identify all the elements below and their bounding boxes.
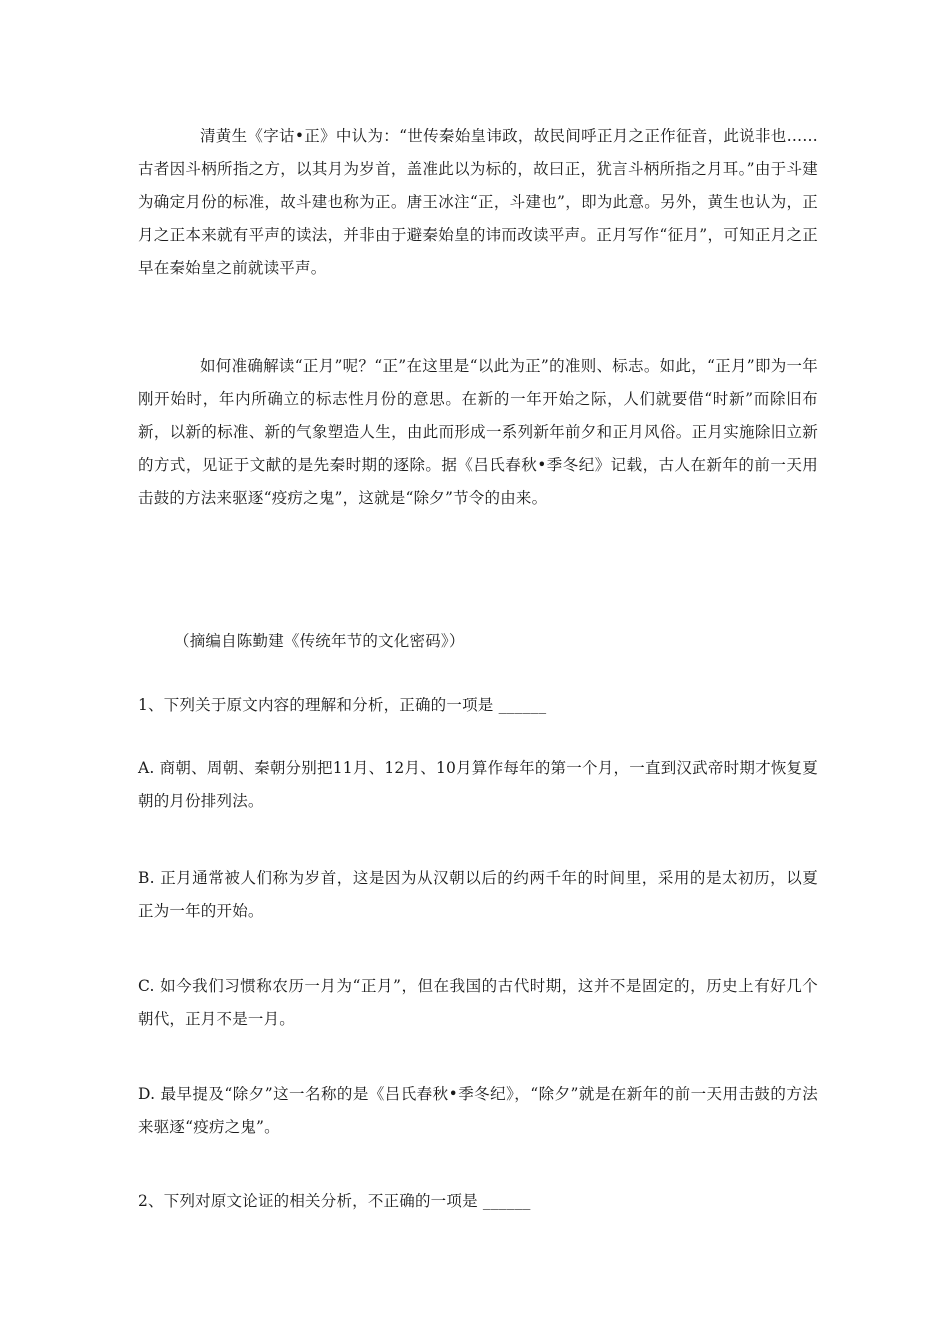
question-1: 1、下列关于原文内容的理解和分析，正确的一项是 ______ (138, 696, 547, 714)
question-1-option-c: C. 如今我们习惯称农历一月为“正月”，但在我国的古代时期，这并不是固定的，历史上有好几个朝代，正月不是一月。 (138, 977, 818, 1028)
question-2: 2、下列对原文论证的相关分析，不正确的一项是 ______ (138, 1192, 531, 1210)
source-citation: （摘编自陈勤建《传统年节的文化密码》） (174, 632, 465, 650)
question-1-option-d: D. 最早提及“除夕”这一名称的是《吕氏春秋•季冬纪》，“除夕”就是在新年的前一天用击鼓的方法来驱逐“疫疠之鬼”。 (138, 1085, 818, 1136)
question-1-option-b: B. 正月通常被人们称为岁首，这是因为从汉朝以后的约两千年的时间里，采用的是太初历，以夏正为一年的开始。 (138, 869, 818, 920)
paragraph-zhengyue-etymology: 清黄生《字诂•正》中认为：“世传秦始皇讳政，故民间呼正月之正作征音，此说非也……古者因斗柄所指之方，以其月为岁首，盖准此以为标的，故曰正，犹言斗柄所指之月耳。”由于斗建为确定月份的标准，故斗建也称为正。唐王冰注“正，斗建也”，即为此意。另外，黄生也认为，正月之正本来就有平声的读法，并非由于避秦始皇的讳而改读平声。正月写作“征月”，可知正月之正早在秦始皇之前就读平声。 (138, 127, 818, 277)
paragraph-zhengyue-meaning: 如何准确解读“正月”呢？“正”在这里是“以此为正”的准则、标志。如此，“正月”即为一年刚开始时，年内所确立的标志性月份的意思。在新的一年开始之际，人们就要借“时新”而除旧布新，以新的标准、新的气象塑造人生，由此而形成一系列新年前夕和正月风俗。正月实施除旧立新的方式，见证于文献的是先秦时期的逐除。据《吕氏春秋•季冬纪》记载，古人在新年的前一天用击鼓的方法来驱逐“疫疠之鬼”，这就是“除夕”节令的由来。 (138, 357, 818, 507)
question-1-option-a: A. 商朝、周朝、秦朝分别把11月、12月、10月算作每年的第一个月，一直到汉武帝时期才恢复夏朝的月份排列法。 (138, 759, 818, 810)
